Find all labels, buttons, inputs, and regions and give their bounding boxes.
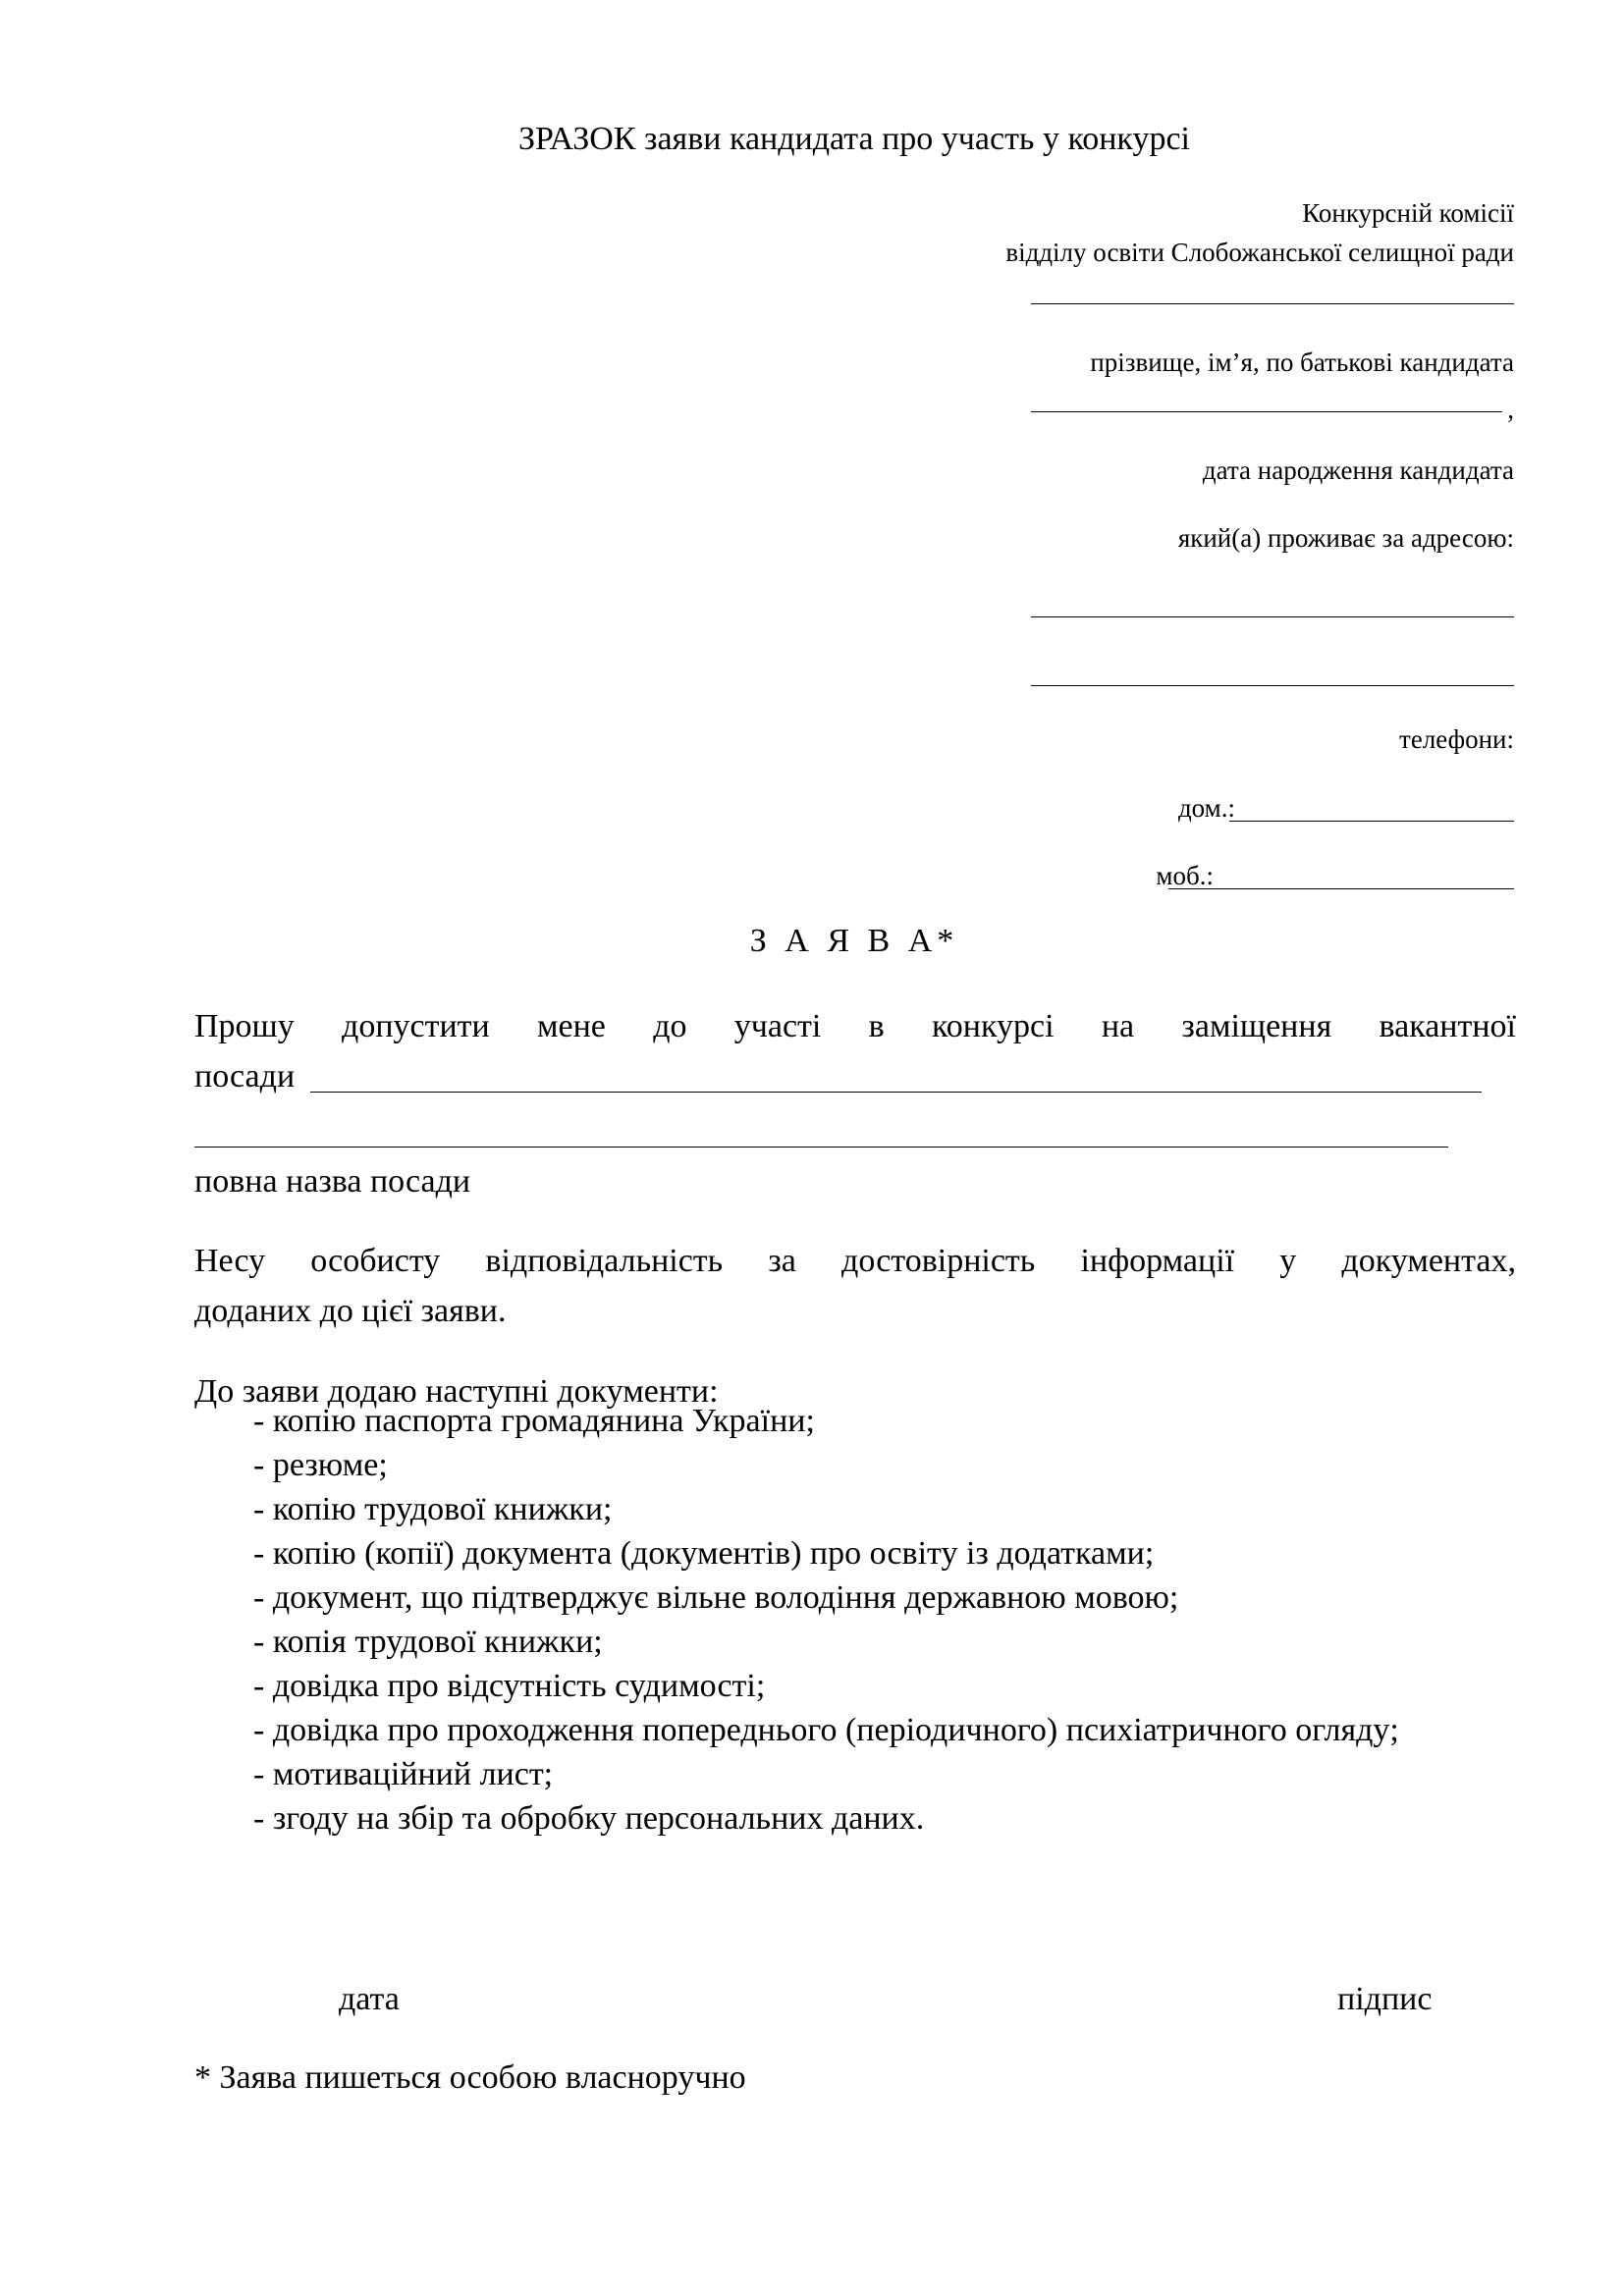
list-item: - довідка про відсутність судимості;: [253, 1668, 766, 1704]
birthdate-hint: дата народження кандидата: [1202, 455, 1514, 485]
position-blank-line-2: [194, 1147, 1448, 1148]
documents-list: [253, 1399, 1516, 1841]
documents-intro: До заяви додаю наступні документи:: [194, 1373, 719, 1410]
mobile-phone-blank-line: [1168, 888, 1514, 889]
list-item: - копію трудової книжки;: [253, 1491, 613, 1527]
date-label: дата: [339, 1981, 400, 2017]
list-item: - резюме;: [253, 1447, 388, 1483]
name-blank-line: [1031, 303, 1514, 304]
list-item: - копію (копії) документа (документів) про освіту із додатками;: [253, 1535, 1155, 1572]
request-text: Прошу допустити мене до участі в конкурсі на заміщення вакантної: [194, 1008, 1516, 1044]
list-item: - копія трудової книжки;: [253, 1624, 603, 1660]
responsibility-line-2: доданих до цієї заяви.: [194, 1293, 507, 1329]
document-title: ЗРАЗОК заяви кандидата про участь у конкурсі: [517, 121, 1191, 157]
addressee-commission: Конкурсній комісії: [1302, 198, 1514, 228]
list-item: - документ, що підтверджує вільне володіння державною мовою;: [253, 1579, 1179, 1616]
signature-label: підпис: [1337, 1981, 1433, 2017]
address-label: який(а) проживає за адресою:: [1177, 523, 1514, 553]
addressee-department: відділу освіти Слобожанської селищної ради: [1005, 238, 1514, 267]
list-item: - мотиваційний лист;: [253, 1756, 554, 1792]
position-label: посади: [194, 1058, 296, 1095]
list-item: - згоду на збір та обробку персональних даних.: [253, 1800, 925, 1837]
footnote: * Заява пишеться особою власноручно: [194, 2059, 746, 2096]
position-blank-line-1: [310, 1092, 1482, 1093]
address-blank-line-1: [1031, 616, 1514, 617]
mobile-phone-label: моб.:: [1156, 861, 1214, 890]
responsibility-line-1: Несу особисту відповідальність за достовірність інформації у документах,: [194, 1243, 1516, 1279]
home-phone-blank-line: [1229, 821, 1514, 822]
phones-label: телефони:: [1399, 724, 1514, 754]
list-item: - копію паспорта громадянина України;: [253, 1403, 815, 1439]
birthdate-comma: ,: [1507, 395, 1514, 424]
name-hint: прізвище, ім’я, по батькові кандидата: [1090, 347, 1514, 377]
address-blank-line-2: [1031, 685, 1514, 686]
position-hint: повна назва посади: [194, 1163, 471, 1200]
home-phone-label: дом.:: [1177, 793, 1235, 823]
list-item: - довідка про проходження попереднього (періодичного) психіатричного оглядy;: [253, 1712, 1399, 1748]
statement-heading: З А Я В А*: [749, 923, 959, 959]
